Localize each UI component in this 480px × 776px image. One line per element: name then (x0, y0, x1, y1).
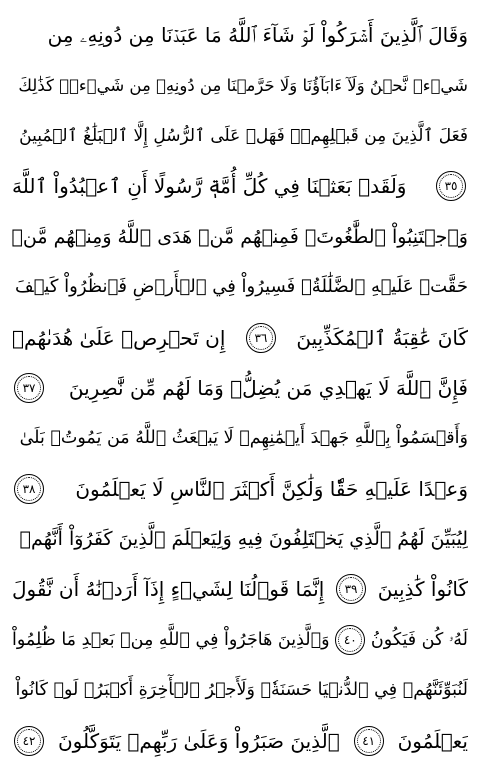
ayah-number-marker: ٤٠ (335, 625, 365, 655)
ayah-number-marker: ٤٢ (14, 726, 44, 756)
text-line-1 (12, 10, 468, 60)
line-text: لَنُبَوِّئَنَّهُمۡ فِي ٱلدُّنۡيَا حَسَنَةٗۖ وَلَأَجۡرُ ٱلۡأٓخِرَةِ أَكۡبَرُۚ لَوۡ كَانُواْ (15, 680, 468, 701)
text-line-12 (12, 564, 468, 614)
line-text: إِن تَحۡرِصۡ عَلَىٰ هُدَىٰهُمۡ (12, 325, 226, 350)
text-line-11 (12, 514, 468, 564)
text-line-4 (12, 161, 468, 211)
ayah-number-marker: ٤١ (354, 726, 384, 756)
text-line-6 (12, 262, 468, 312)
ayah-number-marker: ٣٦ (246, 323, 276, 353)
text-line-2 (12, 60, 468, 110)
line-text: وَٱلَّذِينَ هَاجَرُواْ فِي ٱللَّهِ مِنۢ بَعۡدِ مَا ظُلِمُواْ (12, 629, 330, 650)
line-text: وَلَقَدۡ بَعَثۡنَا فِي كُلِّ أُمَّةٖ رَّسُولًا أَنِ ٱعۡبُدُواْ ٱللَّهَ (12, 174, 407, 199)
line-text: كَانَ عَٰقِبَةُ ٱلۡمُكَذِّبِينَ (296, 325, 468, 350)
text-line-3 (12, 111, 468, 161)
line-text: وَأَقۡسَمُواْ بِٱللَّهِ جَهۡدَ أَيۡمَٰنِهِمۡ لَا يَبۡعَثُ ٱللَّهُ مَن يَمُوتُۚ بَلَىٰ (19, 428, 468, 449)
line-text: وَقَالَ ٱلَّذِينَ أَشۡرَكُواْ لَوۡ شَآءَ ٱللَّهُ مَا عَبَدۡنَا مِن دُونِهِۦ مِن (47, 23, 468, 48)
ayah-number-marker: ٣٩ (336, 574, 366, 604)
line-text: شَيۡءٖ نَّحۡنُ وَلَآ ءَابَآؤُنَا وَلَا حَرَّمۡنَا مِن دُونِهِۦ مِن شَيۡءٖۚ كَذَٰلِكَ (18, 75, 468, 95)
text-line-8 (12, 363, 468, 413)
line-text: كَانُواْ كَٰذِبِينَ (377, 577, 468, 602)
text-line-9 (12, 413, 468, 463)
line-text: يَعۡلَمُونَ (397, 728, 468, 753)
line-text: حَقَّتۡ عَلَيۡهِ ٱلضَّلَٰلَةُۚ فَسِيرُواْ فِي ٱلۡأَرۡضِ فَٱنظُرُواْ كَيۡفَ (14, 276, 468, 298)
line-text: فَإِنَّ ٱللَّهَ لَا يَهۡدِي مَن يُضِلُّۖ وَمَا لَهُم مِّن نَّٰصِرِينَ (68, 375, 468, 400)
text-line-7 (12, 312, 468, 362)
line-text: ٱلَّذِينَ صَبَرُواْ وَعَلَىٰ رَبِّهِمۡ يَتَوَكَّلُونَ (57, 728, 340, 753)
text-line-14 (12, 665, 468, 715)
line-text: فَعَلَ ٱلَّذِينَ مِن قَبۡلِهِمۡۚ فَهَلۡ عَلَى ٱلرُّسُلِ إِلَّا ٱلۡبَلَٰغُ ٱلۡمُبِينُ (19, 125, 468, 146)
line-text: لَهُۥ كُن فَيَكُونُ (370, 629, 468, 650)
ayah-number-marker: ٣٧ (14, 373, 44, 403)
text-line-5 (12, 212, 468, 262)
line-text: إِنَّمَا قَوۡلُنَا لِشَيۡءٍ إِذَآ أَرَدۡنَٰهُ أَن نَّقُولَ (12, 577, 325, 602)
text-line-15 (12, 715, 468, 765)
text-line-10 (12, 464, 468, 514)
ayah-number-marker: ٣٨ (14, 474, 44, 504)
text-line-13 (12, 615, 468, 665)
line-text: لِيُبَيِّنَ لَهُمُ ٱلَّذِي يَخۡتَلِفُونَ فِيهِ وَلِيَعۡلَمَ ٱلَّذِينَ كَفَرُوٓاْ أَنَّهُمۡ (19, 528, 468, 551)
line-text: وَٱجۡتَنِبُواْ ٱلطَّٰغُوتَۖ فَمِنۡهُم مَّنۡ هَدَى ٱللَّهُ وَمِنۡهُم مَّنۡ (12, 225, 468, 248)
line-text: وَعۡدًا عَلَيۡهِ حَقّٗا وَلَٰكِنَّ أَكۡثَرَ ٱلنَّاسِ لَا يَعۡلَمُونَ (75, 476, 468, 501)
ayah-number-marker: ٣٥ (436, 171, 466, 201)
